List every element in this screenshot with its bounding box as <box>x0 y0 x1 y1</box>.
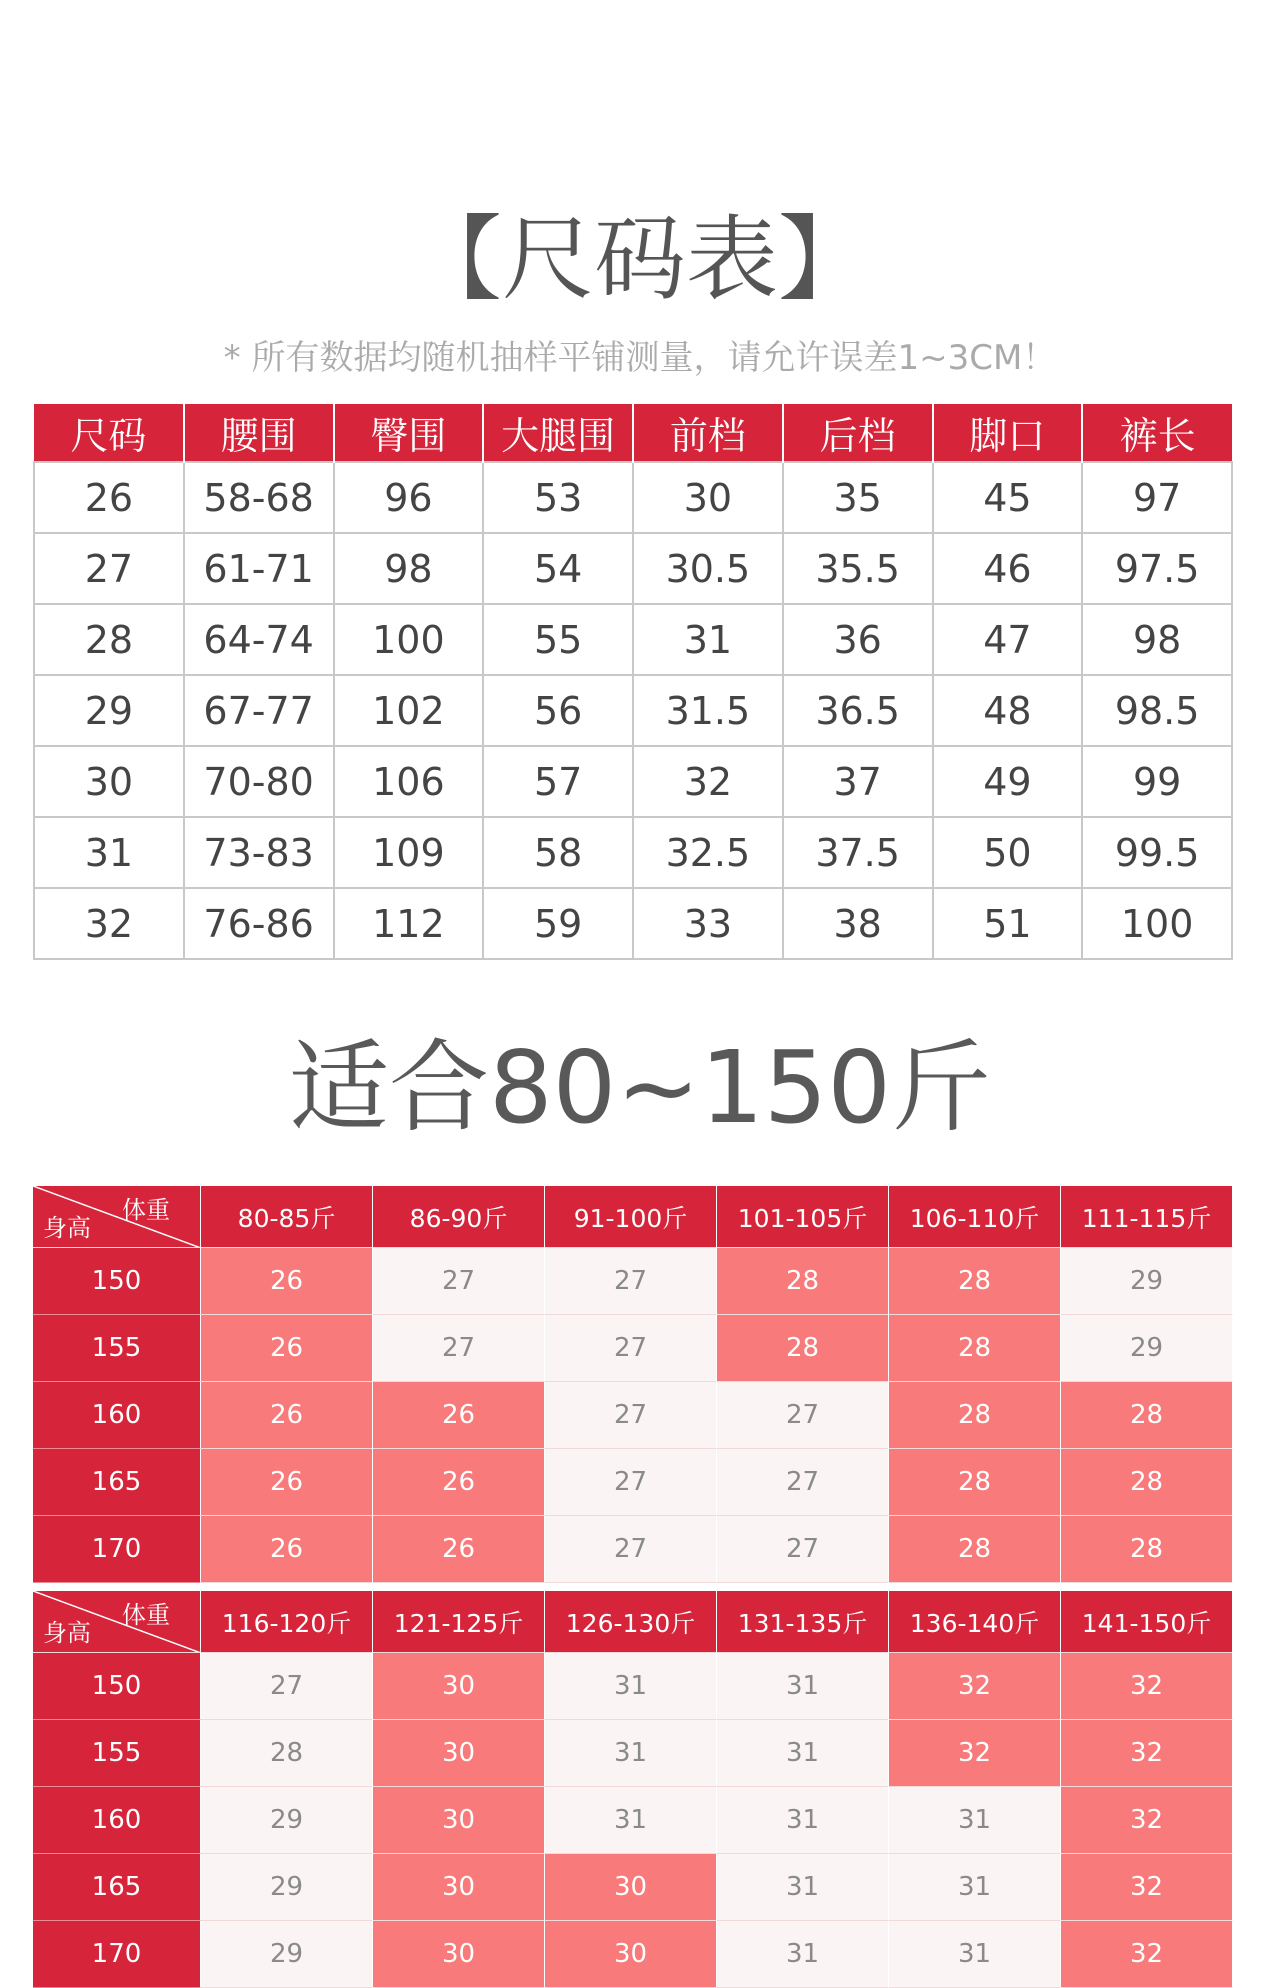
recommended-size-cell: 26 <box>373 1449 545 1516</box>
recommended-size-cell: 28 <box>889 1449 1061 1516</box>
recommended-size-cell: 26 <box>201 1248 373 1315</box>
table-row <box>34 533 1232 604</box>
table-row <box>34 462 1232 533</box>
size-cell: 37.5 <box>783 817 933 888</box>
recommended-size-cell: 27 <box>545 1315 717 1382</box>
size-cell: 35.5 <box>783 533 933 604</box>
recommended-size-cell: 31 <box>889 1921 1061 1988</box>
height-label: 身高 <box>43 1619 91 1647</box>
weight-range-header: 131-135斤 <box>717 1591 889 1653</box>
size-cell: 45 <box>933 462 1083 533</box>
recommended-size-cell: 30 <box>373 1787 545 1854</box>
recommended-size-cell: 30 <box>545 1854 717 1921</box>
recommended-size-cell: 31 <box>545 1720 717 1787</box>
size-cell: 99.5 <box>1082 817 1232 888</box>
size-cell: 53 <box>483 462 633 533</box>
size-cell: 109 <box>334 817 484 888</box>
height-value: 160 <box>33 1382 201 1449</box>
size-cell: 100 <box>334 604 484 675</box>
size-cell: 38 <box>783 888 933 959</box>
size-cell: 30 <box>633 462 783 533</box>
size-cell: 58 <box>483 817 633 888</box>
size-cell: 64-74 <box>184 604 334 675</box>
size-cell: 48 <box>933 675 1083 746</box>
recommended-size-cell: 28 <box>889 1315 1061 1382</box>
size-cell: 58-68 <box>184 462 334 533</box>
table-row <box>33 1248 1233 1315</box>
size-cell: 59 <box>483 888 633 959</box>
size-cell: 97.5 <box>1082 533 1232 604</box>
size-cell: 51 <box>933 888 1083 959</box>
table-row <box>34 888 1232 959</box>
size-cell: 99 <box>1082 746 1232 817</box>
height-value: 155 <box>33 1315 201 1382</box>
size-cell: 31 <box>34 817 184 888</box>
size-cell: 26 <box>34 462 184 533</box>
size-header-cell: 后档 <box>783 404 933 462</box>
recommended-size-cell: 27 <box>545 1382 717 1449</box>
recommended-size-cell: 28 <box>1061 1449 1233 1516</box>
size-header-cell: 裤长 <box>1082 404 1232 462</box>
size-header-cell: 腰围 <box>184 404 334 462</box>
size-cell: 30 <box>34 746 184 817</box>
recommended-size-cell: 28 <box>889 1382 1061 1449</box>
size-cell: 36 <box>783 604 933 675</box>
grid-corner <box>33 1186 201 1248</box>
recommended-size-cell: 32 <box>1061 1720 1233 1787</box>
recommended-size-cell: 27 <box>717 1516 889 1583</box>
recommended-size-cell: 28 <box>201 1720 373 1787</box>
size-cell: 76-86 <box>184 888 334 959</box>
size-cell: 98.5 <box>1082 675 1232 746</box>
recommended-size-cell: 27 <box>373 1248 545 1315</box>
size-cell: 61-71 <box>184 533 334 604</box>
weight-range-header: 101-105斤 <box>717 1186 889 1248</box>
weight-height-grid-1 <box>33 1186 1233 1583</box>
recommended-size-cell: 31 <box>889 1787 1061 1854</box>
recommended-size-cell: 28 <box>889 1248 1061 1315</box>
recommended-size-cell: 27 <box>201 1653 373 1720</box>
size-header-cell: 臀围 <box>334 404 484 462</box>
table-row <box>33 1653 1233 1720</box>
size-cell: 30.5 <box>633 533 783 604</box>
weight-label: 体重 <box>122 1196 170 1224</box>
recommended-size-cell: 29 <box>1061 1248 1233 1315</box>
weight-range-header: 126-130斤 <box>545 1591 717 1653</box>
recommended-size-cell: 28 <box>1061 1382 1233 1449</box>
grid-corner <box>33 1591 201 1653</box>
size-cell: 73-83 <box>184 817 334 888</box>
size-cell: 106 <box>334 746 484 817</box>
table-row <box>33 1854 1233 1921</box>
weight-label: 体重 <box>122 1601 170 1629</box>
size-header-cell: 大腿围 <box>483 404 633 462</box>
weight-height-grid-2 <box>33 1591 1233 1988</box>
height-value: 170 <box>33 1516 201 1583</box>
grid-header-row <box>33 1186 1233 1248</box>
recommended-size-cell: 31 <box>717 1921 889 1988</box>
size-header-cell: 尺码 <box>34 404 184 462</box>
recommended-size-cell: 28 <box>717 1248 889 1315</box>
size-cell: 32.5 <box>633 817 783 888</box>
size-cell: 54 <box>483 533 633 604</box>
recommended-size-cell: 30 <box>373 1921 545 1988</box>
size-cell: 46 <box>933 533 1083 604</box>
size-cell: 33 <box>633 888 783 959</box>
size-cell: 31.5 <box>633 675 783 746</box>
size-cell: 49 <box>933 746 1083 817</box>
size-cell: 67-77 <box>184 675 334 746</box>
size-cell: 57 <box>483 746 633 817</box>
size-header-cell: 脚口 <box>933 404 1083 462</box>
size-cell: 31 <box>633 604 783 675</box>
size-cell: 70-80 <box>184 746 334 817</box>
recommended-size-cell: 29 <box>1061 1315 1233 1382</box>
size-cell: 28 <box>34 604 184 675</box>
size-cell: 98 <box>1082 604 1232 675</box>
size-cell: 100 <box>1082 888 1232 959</box>
table-row <box>33 1315 1233 1382</box>
measurement-note: * 所有数据均随机抽样平铺测量，请允许误差1~3CM！ <box>223 338 1057 378</box>
weight-range-header: 86-90斤 <box>373 1186 545 1248</box>
height-value: 155 <box>33 1720 201 1787</box>
recommended-size-cell: 27 <box>717 1382 889 1449</box>
size-cell: 47 <box>933 604 1083 675</box>
size-cell: 32 <box>34 888 184 959</box>
recommended-size-cell: 32 <box>1061 1787 1233 1854</box>
recommended-size-cell: 32 <box>889 1653 1061 1720</box>
recommended-size-cell: 32 <box>1061 1921 1233 1988</box>
table-row <box>34 675 1232 746</box>
table-row <box>33 1449 1233 1516</box>
recommended-size-cell: 26 <box>201 1449 373 1516</box>
recommended-size-cell: 31 <box>717 1854 889 1921</box>
weight-range-header: 106-110斤 <box>889 1186 1061 1248</box>
weight-range-header: 91-100斤 <box>545 1186 717 1248</box>
recommended-size-cell: 28 <box>889 1516 1061 1583</box>
recommended-size-cell: 27 <box>545 1449 717 1516</box>
recommended-size-cell: 27 <box>545 1516 717 1583</box>
height-label: 身高 <box>43 1214 91 1242</box>
recommended-size-cell: 29 <box>201 1921 373 1988</box>
weight-range-header: 141-150斤 <box>1061 1591 1233 1653</box>
fit-heading: 适合80~150斤 <box>289 1029 991 1146</box>
recommended-size-cell: 29 <box>201 1787 373 1854</box>
size-cell: 27 <box>34 533 184 604</box>
height-value: 165 <box>33 1449 201 1516</box>
recommended-size-cell: 26 <box>373 1516 545 1583</box>
recommended-size-cell: 29 <box>201 1854 373 1921</box>
recommended-size-cell: 31 <box>889 1854 1061 1921</box>
table-row <box>34 746 1232 817</box>
recommended-size-cell: 27 <box>545 1248 717 1315</box>
weight-range-header: 136-140斤 <box>889 1591 1061 1653</box>
size-cell: 102 <box>334 675 484 746</box>
size-cell: 36.5 <box>783 675 933 746</box>
size-cell: 98 <box>334 533 484 604</box>
recommended-size-cell: 31 <box>545 1653 717 1720</box>
height-value: 170 <box>33 1921 201 1988</box>
size-table <box>33 404 1233 960</box>
recommended-size-cell: 32 <box>1061 1653 1233 1720</box>
table-row <box>33 1787 1233 1854</box>
height-value: 150 <box>33 1653 201 1720</box>
weight-range-header: 111-115斤 <box>1061 1186 1233 1248</box>
size-cell: 32 <box>633 746 783 817</box>
recommended-size-cell: 30 <box>373 1854 545 1921</box>
size-cell: 97 <box>1082 462 1232 533</box>
recommended-size-cell: 31 <box>545 1787 717 1854</box>
recommended-size-cell: 28 <box>1061 1516 1233 1583</box>
weight-range-header: 80-85斤 <box>201 1186 373 1248</box>
size-cell: 35 <box>783 462 933 533</box>
recommended-size-cell: 26 <box>201 1315 373 1382</box>
recommended-size-cell: 26 <box>201 1516 373 1583</box>
size-cell: 55 <box>483 604 633 675</box>
height-value: 165 <box>33 1854 201 1921</box>
size-cell: 50 <box>933 817 1083 888</box>
recommended-size-cell: 30 <box>373 1653 545 1720</box>
recommended-size-cell: 28 <box>717 1315 889 1382</box>
recommended-size-cell: 30 <box>373 1720 545 1787</box>
height-value: 150 <box>33 1248 201 1315</box>
grid-header-row <box>33 1591 1233 1653</box>
size-header-cell: 前档 <box>633 404 783 462</box>
recommended-size-cell: 30 <box>545 1921 717 1988</box>
weight-range-header: 116-120斤 <box>201 1591 373 1653</box>
size-table-header <box>34 404 1232 462</box>
recommended-size-cell: 32 <box>1061 1854 1233 1921</box>
height-value: 160 <box>33 1787 201 1854</box>
recommended-size-cell: 32 <box>889 1720 1061 1787</box>
recommended-size-cell: 31 <box>717 1720 889 1787</box>
recommended-size-cell: 31 <box>717 1653 889 1720</box>
size-cell: 29 <box>34 675 184 746</box>
table-row <box>33 1516 1233 1583</box>
size-cell: 37 <box>783 746 933 817</box>
size-cell: 112 <box>334 888 484 959</box>
page-title: 【尺码表】 <box>409 206 870 313</box>
recommended-size-cell: 26 <box>373 1382 545 1449</box>
table-row <box>34 604 1232 675</box>
recommended-size-cell: 27 <box>373 1315 545 1382</box>
recommended-size-cell: 26 <box>201 1382 373 1449</box>
table-row <box>33 1921 1233 1988</box>
table-row <box>33 1382 1233 1449</box>
recommended-size-cell: 27 <box>717 1449 889 1516</box>
table-row <box>34 817 1232 888</box>
size-cell: 96 <box>334 462 484 533</box>
table-row <box>33 1720 1233 1787</box>
size-cell: 56 <box>483 675 633 746</box>
recommended-size-cell: 31 <box>717 1787 889 1854</box>
weight-range-header: 121-125斤 <box>373 1591 545 1653</box>
